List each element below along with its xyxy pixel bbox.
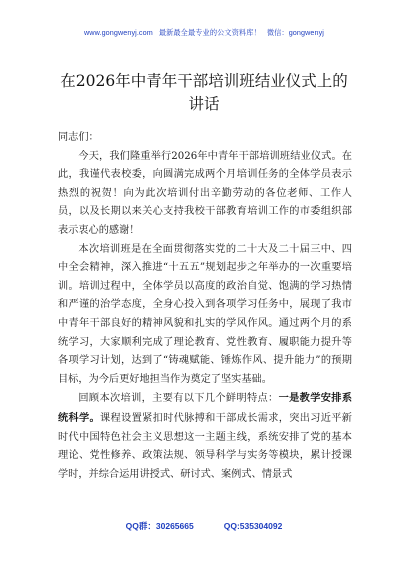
site-url[interactable]: www.gongwenyj.com bbox=[84, 28, 153, 37]
highlight-text: 一是教学安排系统科学。 bbox=[58, 392, 353, 424]
paragraph: 今天，我们隆重举行2026年中青年干部培训班结业仪式。在此，我谨代表校委，向圆满完成两个月培训任务的全体学员表示热烈的祝贺！向为此次培训付出辛勤劳动的各位老师、工作人员，以及长期以来关心支持我校干部教育培训工作的市委组织部表示衷心的感谢！ bbox=[58, 150, 352, 236]
wechat-id: 微信：gongwenyj bbox=[266, 28, 324, 37]
paragraph bbox=[58, 389, 352, 484]
document-body bbox=[58, 129, 352, 484]
salutation: 同志们： bbox=[58, 132, 99, 143]
paragraph-rest: 课程设置紧扣时代脉搏和干部成长需求，突出习近平新时代中国特色社会主义思想这一主题主线，系统安排了党的基本理论、党性修养、政策法规、领导科学与实务等模块，累计授课学时，并综合运用讲授式、研讨式、案例式、情景式 bbox=[58, 412, 352, 480]
document-title: 在2026年中青年干部培训班结业仪式上的讲话 bbox=[60, 72, 348, 113]
qq-group: QQ群：30265665 bbox=[125, 521, 194, 531]
site-banner bbox=[0, 28, 408, 38]
paragraph-lead: 回顾本次培训，主要有以下几个鲜明特点： bbox=[78, 393, 279, 405]
qq-contact: QQ:535304092 bbox=[223, 521, 283, 531]
contact-footer bbox=[0, 520, 408, 532]
site-slogan: 最新最全最专业的公文资料库！ bbox=[158, 28, 261, 37]
paragraph: 本次培训班是在全面贯彻落实党的二十大及二十届三中、四中全会精神，深入推进“十五五”规划起步之年举办的一次重要培训。培训过程中，全体学员以高度的政治自觉、饱满的学习热情和严谨的治学态度，全身心投入到各项学习任务中，展现了我市中青年干部良好的精神风貌和扎实的学风作风。通过两个月的系统学习，大家顺利完成了理论教育、党性教育、履职能力提升等各项学习计划，达到了“铸魂赋能、锤炼作风、提升能力”的预期目标，为今后更好地担当作为奠定了坚实基础。 bbox=[58, 243, 352, 385]
